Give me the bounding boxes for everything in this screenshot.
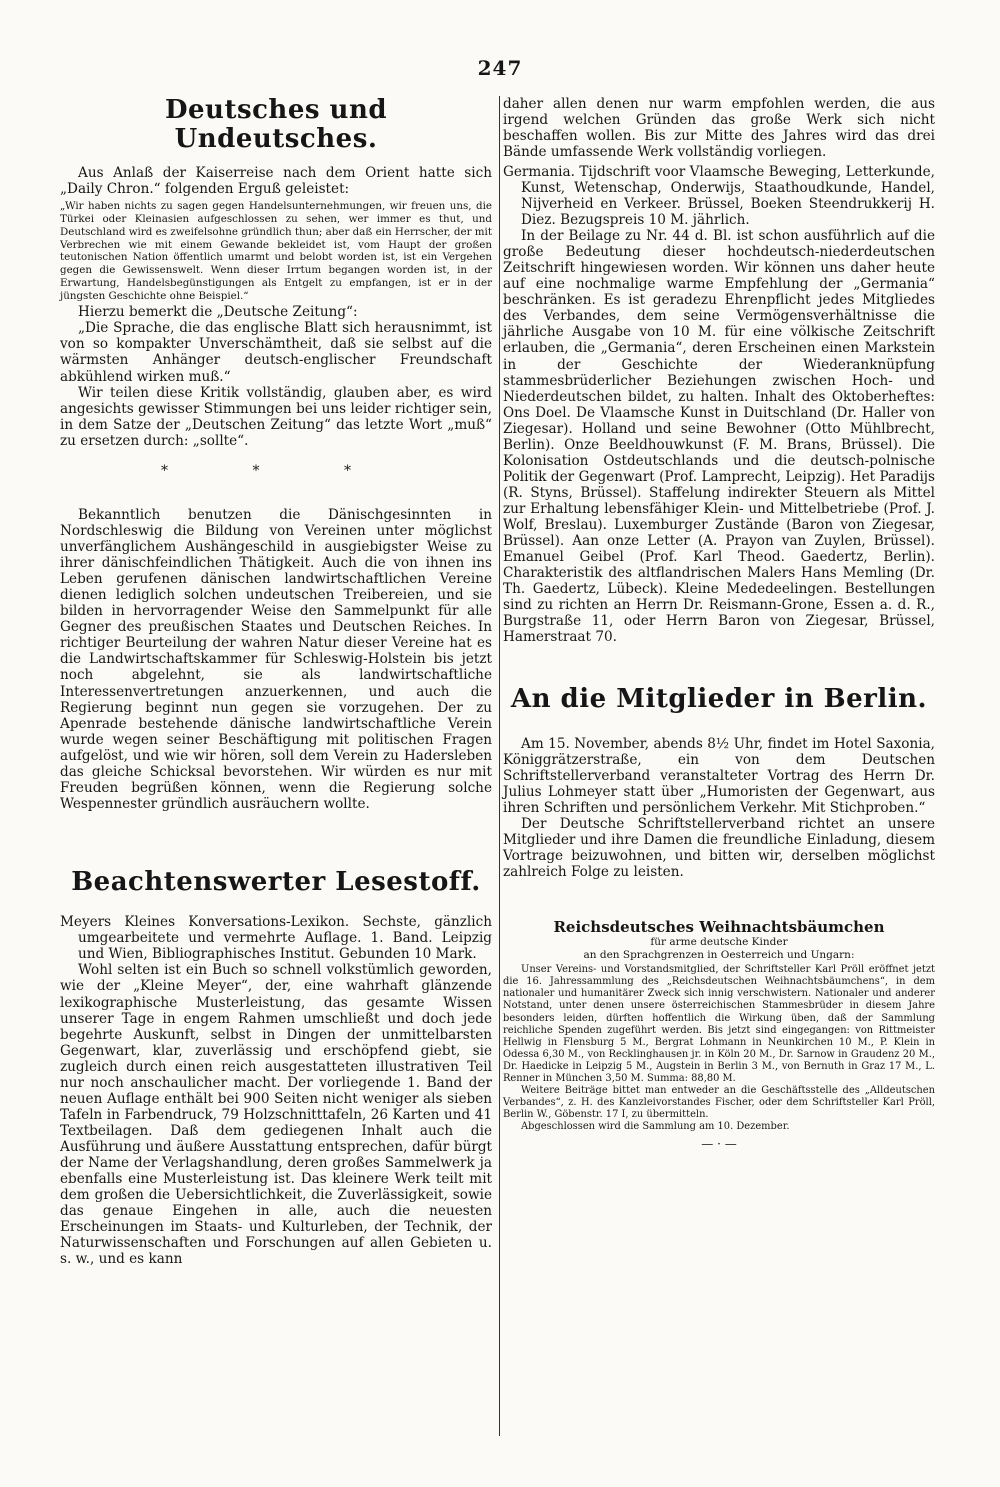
quote-daily-chronicle: „Wir haben nichts zu sagen gegen Handelsunternehmungen, wir freuen uns, die Türkei oder Kleinasien aufgeschlossen zu sehen, wer immer es thut, und Deutschland wird es zweifelsohne gründlich thun; aber daß ein Herrscher, der mit Verbrechen wie mit einem Gewande bekleidet ist, vom Haupt der großen teutonischen Nation öffentlich umarmt und belobt worden ist, ist ein Vergehen gegen die Gewissenswelt. Wenn dieser Irrtum begangen worden ist, in der Erwartung, Handelsbegünstigungen als Entgelt zu empfangen, ist er in der jüngsten Geschichte ohne Beispiel.“: [60, 200, 492, 302]
heading-deutsches-und-undeutsches: Deutsches und Undeutsches.: [164, 95, 388, 154]
left-column: [60, 96, 492, 1267]
heading-an-die-mitglieder: An die Mitglieder in Berlin.: [510, 684, 928, 715]
page-number: 247: [477, 56, 523, 80]
entry-germania: Germania. Tijdschrift voor Vlaamsche Beweging, Letterkunde, Kunst, Wetenschap, Onderwijs, Staathoudkunde, Handel, Nijverheid en Verkeer. Brüssel, Boeken Steendrukkerij H. Diez. Bezugspreis 10 M. jährlich.: [503, 164, 935, 229]
subheading: für arme deutsche Kinder: [650, 935, 788, 948]
end-mark: — · —: [701, 1137, 737, 1152]
paragraph-nordschleswig: Bekanntlich benutzen die Dänischgesinnten in Nordschleswig die Bildung von Vereinen unter möglichst unverfänglichem Aushängeschild in ausgiebigster Weise zu ihrer dänischfeindlichen Thätigkeit. Auch die von ihnen ins Leben gerufenen dänischen landwirtschaftlichen Vereine dienen lediglich solchen undeutschen Treibereien, und sie bilden in hervorragender Weise den Sammelpunkt für alle Gegner des preußischen Staates und Deutschen Reiches. In richtiger Beurteilung der wahren Natur dieser Vereine hat es die Landwirtschaftskammer für Schleswig-Holstein bis jetzt noch abgelehnt, sie als landwirtschaftliche Interessenvertretungen anzuerkennen, und auch die Regierung beginnt nun gegen sie vorzugehen. Der zu Apenrade bestehende dänische landwirtschaftliche Verein wurde wegen seiner Beschäftigung mit politischen Fragen aufgelöst, und wie wir hören, soll dem Verein zu Hadersleben das gleiche Schicksal bevorstehen. Wir würden es nur mit Freuden begrüßen können, wenn die Regierung solche Wespennester gründlich ausräuchern wollte.: [60, 507, 492, 812]
paragraph: Wir teilen diese Kritik vollständig, glauben aber, es wird angesichts gewisser Stimmungen bei uns leider richtiger sein, in dem Satze der „Deutschen Zeitung“ das letzte Wort „muß“ zu ersetzen durch: „sollte“.: [60, 384, 492, 449]
paragraph-continued: daher allen denen nur warm empfohlen werden, die aus irgend welchen Gründen das große Werk sich nicht beschaffen wollen. Bis zur Mitte des Jahres wird das drei Bände umfassende Werk vollständig vorliegen.: [503, 96, 935, 161]
paragraph-germania-review: In der Beilage zu Nr. 44 d. Bl. ist schon ausführlich auf die große Bedeutung dieser hochdeutsch-niederdeutschen Zeitschrift hingewiesen worden. Wir können uns daher heute auf eine nochmalige warme Empfehlung der „Germania“ beschränken. Es ist geradezu Ehrenpflicht jedes Mitgliedes des Verbandes, dem seine Vermögensverhältnisse die jährliche Ausgabe von 10 M. für eine völkische Zeitschrift erlauben, die „Germania“, deren Erscheinen einen Markstein in der Geschichte der Wiederanknüpfung stammesbrüderlicher Beziehungen zwischen Hoch- und Niederdeutschen bildet, zu halten. Inhalt des Oktoberheftes: Ons Doel. De Vlaamsche Kunst in Duitschland (Dr. Haller von Ziegesar). Holland und seine Bewohner (Otto Mühlbrecht, Berlin). Onze Beeldhouwkunst (F. M. Brans, Brüssel). Die Kolonisation Ostdeutschlands und die deutsch-polnische Politik der Gegenwart (Prof. Lamprecht, Leipzig). Het Paradijs (R. Styns, Brüssel). Staffelung indirekter Steuern als Mittel zur Erhaltung lebensfähiger Klein- und Mittelbetriebe (Prof. J. Wolf, Breslau). Luxemburger Zustände (Baron von Ziegesar, Brüssel). Aan onze Letter (A. Prayon van Zuylen, Brüssel). Emanuel Geibel (Prof. Karl Theod. Gaedertz, Berlin). Charakteristik des altflandrischen Malers Hans Memling (Dr. Th. Gaedertz, Lübeck). Kleine Mededeelingen. Bestellungen sind zu richten an Herrn Dr. Reismann-Grone, Essen a. d. R., Burgstraße 11, oder Herrn Baron von Ziegesar, Brüssel, Hamerstraat 70.: [503, 228, 935, 646]
paragraph-vortrag: Am 15. November, abends 8½ Uhr, findet im Hotel Saxonia, Königgrätzerstraße, ein von dem Deutschen Schriftstellerverband veranstalteter Vortrag des Herrn Dr. Julius Lohmeyer statt über „Humoristen der Gegenwart, aus ihren Schriften und persönlichem Verkehr. Mit Stichproben.“: [503, 735, 935, 816]
paragraph-beitraege: Weitere Beiträge bittet man entweder an die Geschäftsstelle des „Alldeutschen Verbandes“, z. H. des Kanzleivorstandes Fischer, oder dem Schriftsteller Karl Pröll, Berlin W., Göbenstr. 17 I, zu übermitteln.: [503, 1084, 935, 1121]
paragraph-abschluss: Abgeschlossen wird die Sammlung am 10. Dezember.: [521, 1121, 790, 1133]
right-column: [503, 96, 935, 1151]
heading-beachtenswerter-lesestoff: Beachtenswerter Lesestoff.: [71, 866, 481, 897]
column-divider: [499, 96, 500, 1436]
heading-weihnachtsbaeumchen: Reichsdeutsches Weihnachtsbäumchen: [553, 917, 885, 936]
paragraph: Aus Anlaß der Kaiserreise nach dem Orient hatte sich „Daily Chron.“ folgenden Erguß geleistet:: [60, 165, 492, 198]
paragraph-sammlung: Unser Vereins- und Vorstandsmitglied, der Schriftsteller Karl Pröll eröffnet jetzt die 16. Jahressammlung des „Reichsdeutschen Weihnachtsbäumchens“, in dem nationaler und humanitärer Zweck sich innig verschwistern. Nationaler und anderer Notstand, unter denen unsere österreichischen Stammesbrüder in diesem Jahre besonders leiden, dürften hoffentlich die Wirkung üben, daß der Sammlung reichliche Spenden zugeführt werden. Bis jetzt sind eingegangen: von Rittmeister Hellwig in Flensburg 5 M., Bergrat Lohmann in Neunkirchen 10 M., P. Klein in Odessa 6,30 M., von Recklinghausen jr. in Köln 20 M., Dr. Sarnow in Graudenz 20 M., Dr. Haedicke in Leipzig 5 M., Augstein in Berlin 3 M., von Bernuth in Graz 17 M., L. Renner in München 3,50 M. Summa: 88,80 M.: [503, 964, 935, 1084]
paragraph-meyers-review: Wohl selten ist ein Buch so schnell volkstümlich geworden, wie der „Kleine Meyer“, der, eine wahrhaft glänzende lexikographische Musterleistung, das gesamte Wissen unserer Tage in engem Rahmen umschließt und doch jede begehrte Auskunft, selbst in Dingen der unmittelbarsten Gegenwart, klar, zuverlässig und erschöpfend giebt, sie zugleich durch einen reich ausgestatteten illustrativen Teil nur noch anschaulicher macht. Der vorliegende 1. Band der neuen Auflage enthält bei 900 Seiten nicht weniger als sieben Tafeln in Farbendruck, 79 Holzschnitttafeln, 26 Karten und 41 Textbeilagen. Daß dem gediegenen Inhalt auch die Ausführung und äußere Ausstattung entsprechen, dafür bürgt der Name der Verlagshandlung, deren großes Sammelwerk ja ebenfalls eine Musterleistung ist. Das kleinere Werk teilt mit dem großen die Uebersichtlichkeit, die Zuverlässigkeit, sowie das genaue Eingehen in alle, auch die neuesten Erscheinungen im Staats- und Kulturleben, der Technik, der Naturwissenschaften und Forschungen auf allen Gebieten u. s. w., und es kann: [60, 962, 492, 1268]
subheading: an den Sprachgrenzen in Oesterreich und Ungarn:: [583, 949, 855, 962]
quote-deutsche-zeitung: „Die Sprache, die das englische Blatt sich herausnimmt, ist von so kompakter Unverschämtheit, daß sie selbst auf die wärmsten Anhänger deutsch-englischer Freundschaft abkühlend wirken muß.“: [60, 320, 492, 385]
asterism-divider: * * *: [161, 462, 391, 479]
paragraph: Hierzu bemerkt die „Deutsche Zeitung“:: [78, 304, 358, 321]
book-entry-meyers: Meyers Kleines Konversations-Lexikon. Sechste, gänzlich umgearbeitete und vermehrte Auflage. 1. Band. Leipzig und Wien, Bibliographisches Institut. Gebunden 10 Mark.: [60, 914, 492, 963]
paragraph-einladung: Der Deutsche Schriftstellerverband richtet an unsere Mitglieder und ihre Damen die freundliche Einladung, diesem Vortrage beizuwohnen, und bitten wir, derselben möglichst zahlreich Folge zu leisten.: [503, 815, 935, 880]
